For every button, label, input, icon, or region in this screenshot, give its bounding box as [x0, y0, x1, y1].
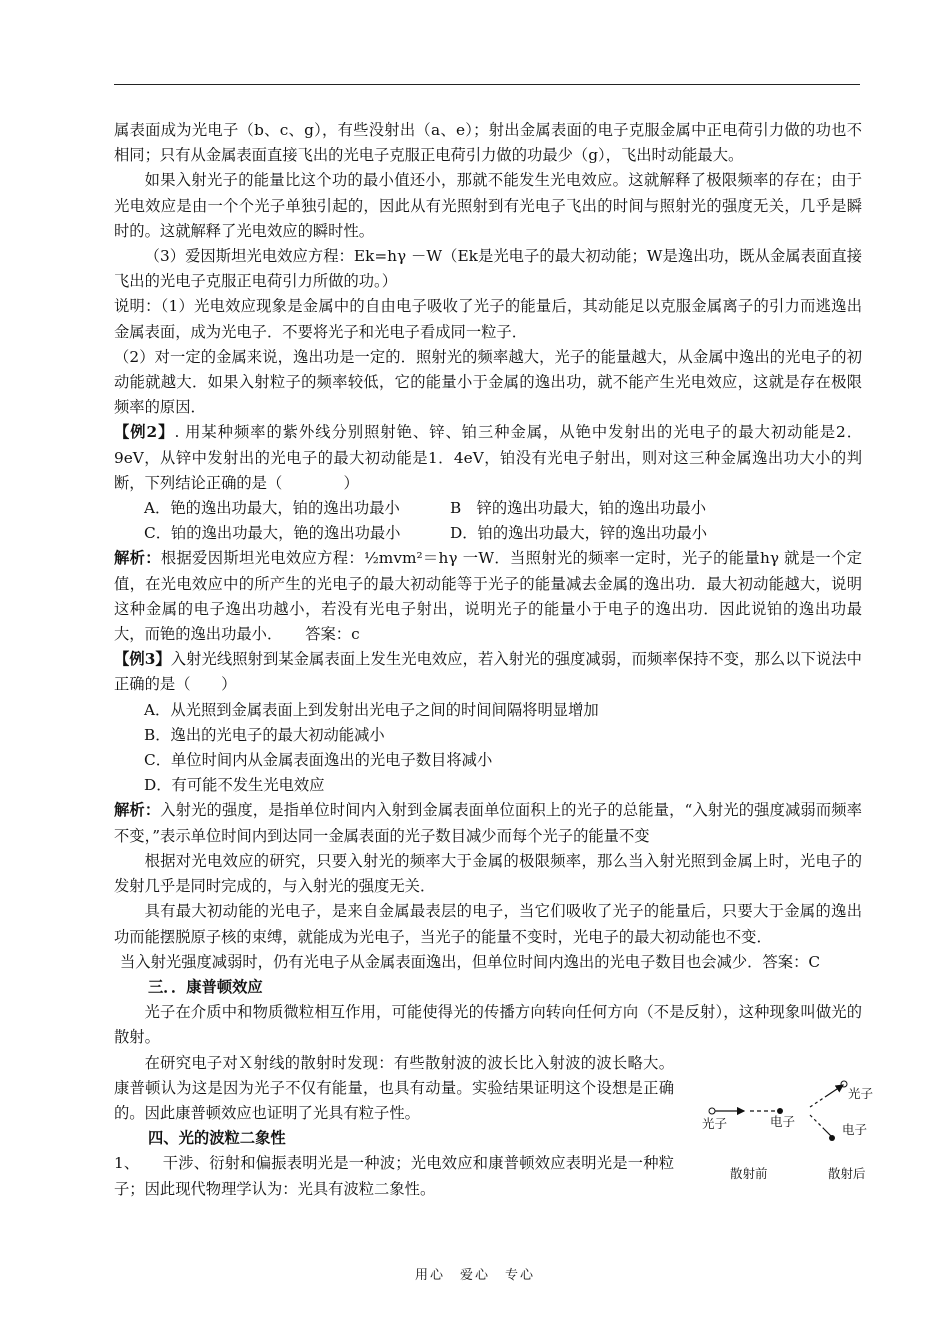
- photon-in-label: 光子: [702, 1116, 728, 1131]
- recoil-electron-path: [810, 1115, 824, 1129]
- option-a: A．铯的逸出功最大，铂的逸出功最小: [144, 499, 400, 518]
- electron-after-dot: [829, 1135, 835, 1141]
- option-row: [114, 521, 862, 546]
- option-d: D．铂的逸出功最大，锌的逸出功最小: [450, 524, 708, 543]
- paragraph: 如果入射光子的能量比这个功的最小值还小，那就不能发生光电效应。这就解释了极限频率的存在；由于光电效应是由一个个光子单独引起的，因此从有光照射到有光电子飞出的时间与照射光的强度无关，几乎是瞬时的。这就解释了光电效应的瞬时性。: [114, 171, 862, 240]
- scattered-photon-path: [810, 1097, 825, 1107]
- header-rule: [114, 84, 860, 85]
- electron-before-label: 电子: [770, 1114, 796, 1129]
- photon-before-marker: [709, 1108, 715, 1114]
- scattered-photon-arrow: [825, 1085, 843, 1097]
- photon-out-label: 光子: [848, 1086, 874, 1101]
- paragraph: 当入射光强度减弱时，仍有光电子从金属表面逸出，但单位时间内逸出的光电子数目也会减少．答案：C: [120, 952, 821, 971]
- document-body: [114, 118, 862, 1202]
- example-2-stem: 【例2】. 用某种频率的紫外线分别照射铯、锌、铂三种金属，从铯中发射出的光电子的最大初动能是2．9eV，从锌中发射出的光电子的最大初动能是1．4eV，铂没有光电子射出，则对这三种金属逸出功大小的判断，下列结论正确的是（ ）: [114, 423, 862, 492]
- paragraph: 在研究电子对Ｘ射线的散射时发现：有些散射波的波长比入射波的波长略大。康普顿认为这是因为光子不仅有能量，也具有动量。实验结果证明这个设想是正确的。因此康普顿效应也证明了光具有粒子性。: [114, 1053, 674, 1122]
- option-d: D．有可能不发生光电效应: [144, 776, 325, 795]
- section-heading: 四、光的波粒二象性: [148, 1129, 286, 1148]
- example-label: 【例2】: [114, 423, 175, 442]
- option-b: B 锌的逸出功最大，铂的逸出功最小: [450, 499, 706, 518]
- photon-after-marker: [841, 1081, 847, 1087]
- note-paragraph: 说明：（1）光电效应现象是金属中的自由电子吸收了光子的能量后，其动能足以克服金属离子的引力而逃逸出金属表面，成为光电子．不要将光子和光电子看成同一粒子．: [114, 297, 862, 341]
- example-3-analysis: 解析：入射光的强度，是指单位时间内入射到金属表面单位面积上的光子的总能量，“入射光的强度减弱而频率不变，”表示单位时间内到达同一金属表面的光子数目减少而每个光子的能量不变: [114, 801, 862, 845]
- paragraph: 根据对光电效应的研究，只要入射光的频率大于金属的极限频率，那么当入射光照到金属上时，光电子的发射几乎是同时完成的，与入射光的强度无关．: [114, 851, 862, 896]
- caption-before: 散射前: [730, 1166, 768, 1181]
- compton-scattering-diagram: [700, 1076, 880, 1196]
- paragraph: 属表面成为光电子（b、c、g），有些没射出（a、e）；射出金属表面的电子克服金属中正电荷引力做的功也不相同；只有从金属表面直接飞出的光电子克服正电荷引力做的功最少（g），飞出时动能最大。: [114, 121, 862, 165]
- electron-after-label: 电子: [842, 1122, 868, 1137]
- analysis-label: 解析：: [114, 801, 161, 820]
- page-footer: 用心 爱心 专心: [414, 1268, 535, 1283]
- example-2-analysis: 解析：根据爱因斯坦光电效应方程：½mvm²＝hγ 一W．当照射光的频率一定时，光子的能量hγ 就是一个定值，在光电效应中的所产生的光电子的最大初动能等于光子的能量减去金属的逸出功．最大初动能越大，说明这种金属的电子逸出功越小，若没有光电子射出，说明光子的能量小于电子的逸出功．因此说铂的逸出功最大，而铯的逸出功最小． 答案：c: [114, 549, 862, 644]
- paragraph: 具有最大初动能的光电子，是来自金属最表层的电子，当它们吸收了光子的能量后，只要大于金属的逸出功而能摆脱原子核的束缚，就能成为光电子，当光子的能量不变时，光电子的最大初动能也不变．: [114, 902, 862, 946]
- analysis-label: 解析：: [114, 549, 161, 568]
- paragraph: 光子在介质中和物质微粒相互作用，可能使得光的传播方向转向任何方向（不是反射），这种现象叫做光的散射。: [114, 1003, 862, 1047]
- option-b: B．逸出的光电子的最大初动能减小: [144, 725, 385, 744]
- option-row: [114, 496, 862, 521]
- caption-after: 散射后: [828, 1166, 866, 1181]
- note-paragraph: （2）对一定的金属来说，逸出功是一定的．照射光的频率越大，光子的能量越大，从金属中逸出的光电子的初动能就越大．如果入射粒子的频率较低，它的能量小于金属的逸出功，就不能产生光电效应，这就是存在极限频率的原因．: [114, 347, 862, 417]
- section-heading: 三．．康普顿效应: [148, 977, 263, 996]
- paragraph: 1、 干涉、衍射和偏振表明光是一种波；光电效应和康普顿效应表明光是一种粒子；因此现代物理学认为：光具有波粒二象性。: [114, 1154, 674, 1198]
- option-c: C．单位时间内从金属表面逸出的光电子数目将减小: [144, 751, 493, 770]
- example-3-stem: 【例3】入射光线照射到某金属表面上发生光电效应，若入射光的强度减弱，而频率保持不变，那么以下说法中正确的是（ ）: [114, 650, 862, 694]
- example-label: 【例3】: [114, 650, 171, 669]
- option-a: A．从光照到金属表面上到发射出光电子之间的时间间隔将明显增加: [144, 700, 599, 719]
- recoil-electron-arrow: [824, 1129, 831, 1136]
- einstein-equation-paragraph: （3）爱因斯坦光电效应方程：Ek=hγ －W（Ek是光电子的最大初动能；W是逸出功，既从金属表面直接飞出的光电子克服正电荷引力所做的功。）: [114, 247, 862, 291]
- option-c: C．铂的逸出功最大，铯的逸出功最小: [144, 524, 401, 543]
